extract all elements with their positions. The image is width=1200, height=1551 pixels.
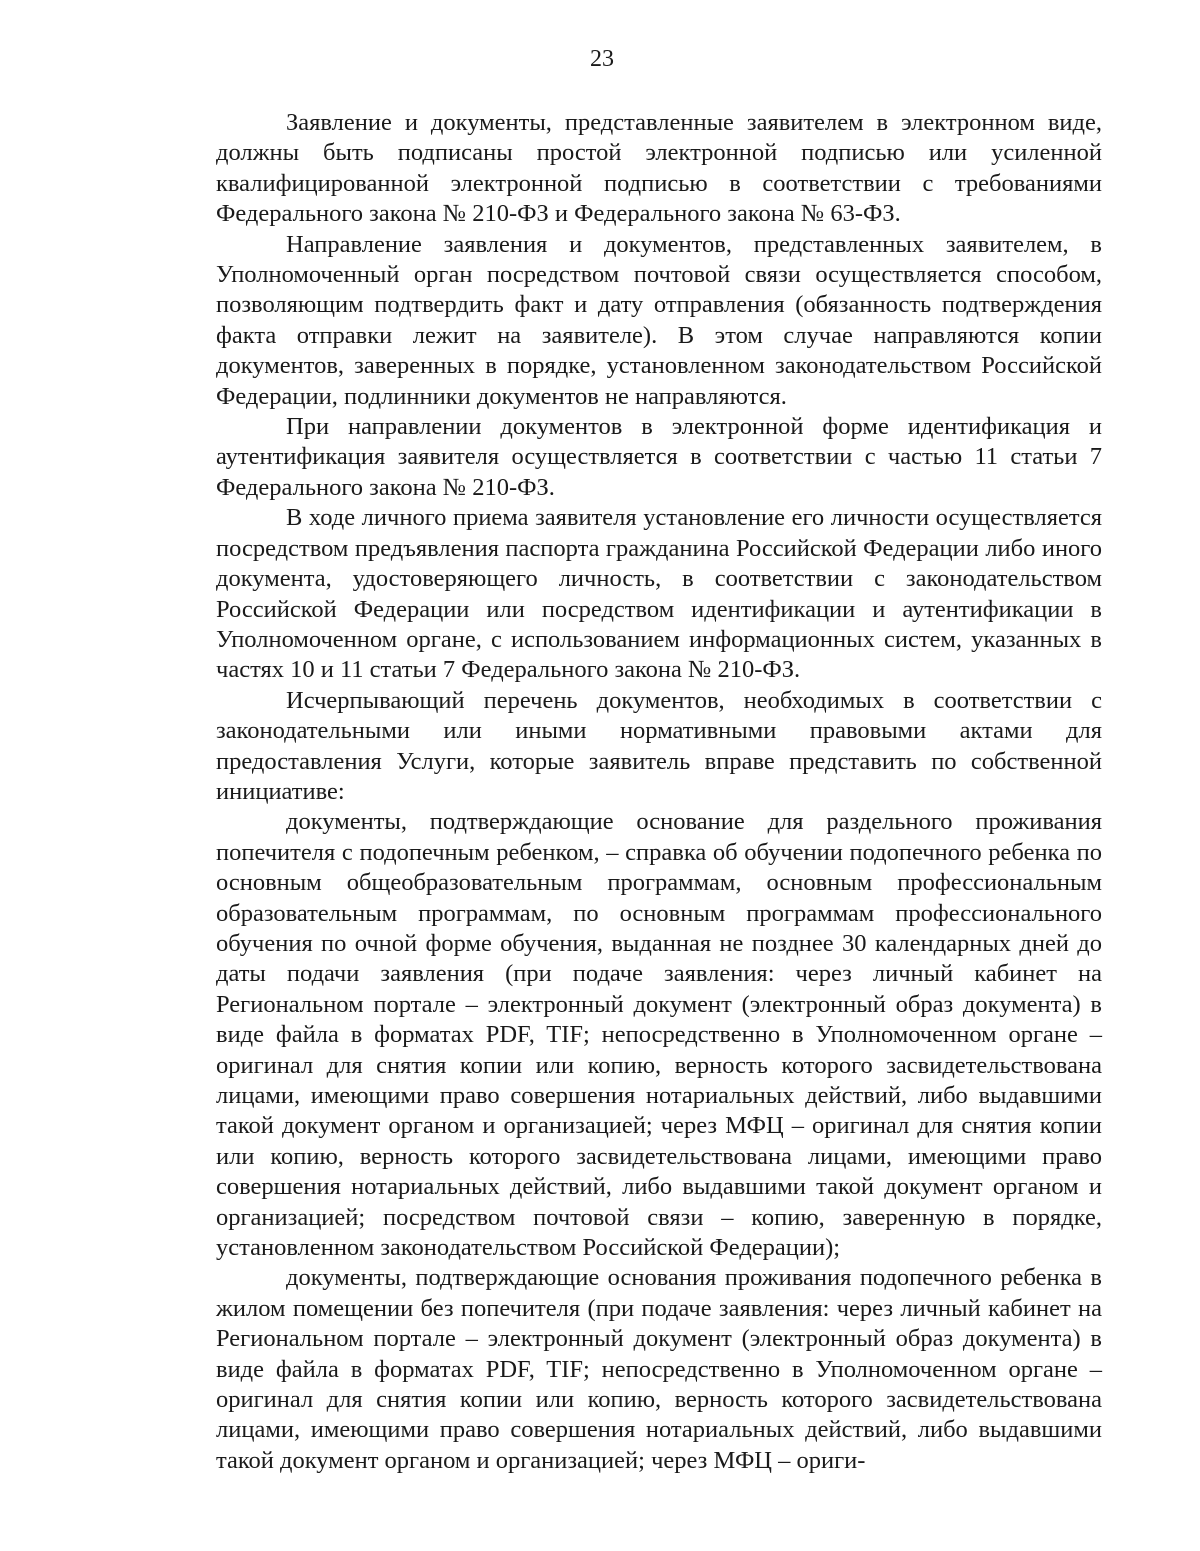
paragraph-personal-reception: В ходе личного приема заявителя установление его личности осуществляется посредством предъявления паспорта гражданина Российской Федерации либо иного документа, удостоверяющего личность, в соответствии с законодательством Российской Федерации или посредством идентификации и аутентификации в Уполномоченном органе, с использованием информационных систем, указанных в частях 10 и 11 статьи 7 Федерального закона № 210-ФЗ. bbox=[216, 504, 1102, 684]
page-number: 23 bbox=[590, 46, 614, 72]
document-body bbox=[216, 108, 1102, 1476]
paragraph-optional-documents-intro: Исчерпывающий перечень документов, необходимых в соответствии с законодательными или иными нормативными правовыми актами для предоставления Услуги, которые заявитель вправе представить по собственной инициативе: bbox=[216, 686, 1102, 805]
paragraph-electronic-identification: При направлении документов в электронной форме идентификация и аутентификация заявителя осуществляется в соответствии с частью 11 статьи 7 Федерального закона № 210-ФЗ. bbox=[216, 413, 1102, 501]
paragraph-signature-requirements: Заявление и документы, представленные заявителем в электронном виде, должны быть подписаны простой электронной подписью или усиленной квалифицированной электронной подписью в соответствии с требованиями Федерального закона № 210-ФЗ и Федерального закона № 63-ФЗ. bbox=[216, 109, 1102, 228]
paragraph-postal-submission: Направление заявления и документов, представленных заявителем, в Уполномоченный орган посредством почтовой связи осуществляется способом, позволяющим подтвердить факт и дату отправления (обязанность подтверждения факта отправки лежит на заявителе). В этом случае направляются копии документов, заверенных в порядке, установленном законодательством Российской Федерации, подлинники документов не направляются. bbox=[216, 230, 1102, 410]
paragraph-residence-without-guardian-documents: документы, подтверждающие основания проживания подопечного ребенка в жилом помещении без попечителя (при подаче заявления: через личный кабинет на Региональном портале – электронный документ (электронный образ документа) в виде файла в форматах PDF, TIF; непосредственно в Уполномоченном органе – оригинал для снятия копии или копию, верность которого засвидетельствована лицами, имеющими право совершения нотариальных действий, либо выдавшими такой документ органом и организацией; через МФЦ – ориги- bbox=[216, 1264, 1102, 1474]
paragraph-separate-residence-documents: документы, подтверждающие основание для раздельного проживания попечителя с подопечным ребенком, – справка об обучении подопечного ребенка по основным общеобразовательным программам, основным профессиональным образовательным программам, по основным программам профессионального обучения по очной форме обучения, выданная не позднее 30 календарных дней до даты подачи заявления (при подаче заявления: через личный кабинет на Региональном портале – электронный документ (электронный образ документа) в виде файла в форматах PDF, TIF; непосредственно в Уполномоченном органе – оригинал для снятия копии или копию, верность которого засвидетельствована лицами, имеющими право совершения нотариальных действий, либо выдавшими такой документ органом и организацией; через МФЦ – оригинал для снятия копии или копию, верность которого засвидетельствована лицами, имеющими право совершения нотариальных действий, либо выдавшими такой документ органом и организацией; посредством почтовой связи – копию, заверенную в порядке, установленном законодательством Российской Федерации); bbox=[216, 808, 1102, 1262]
